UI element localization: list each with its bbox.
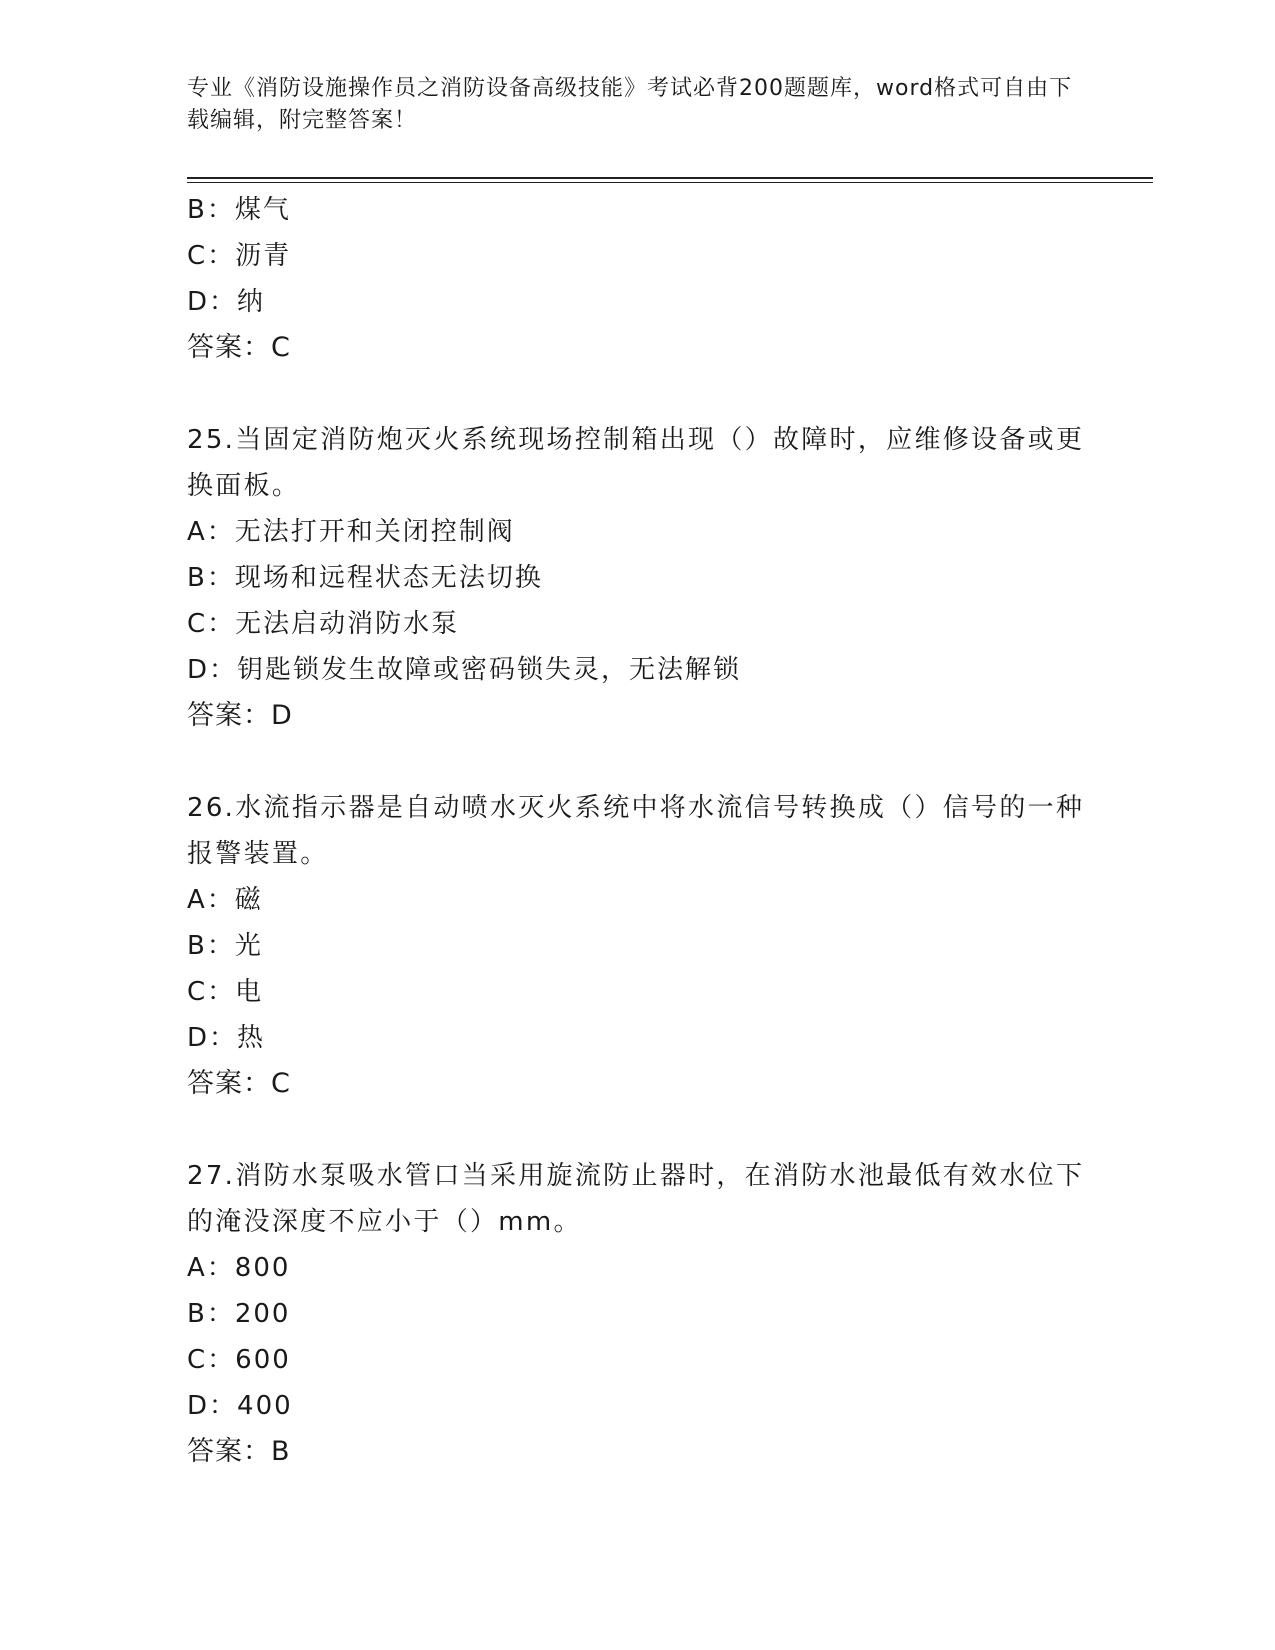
option-d: D：热	[187, 1023, 266, 1053]
question-26	[187, 785, 1087, 1107]
option-b: B：煤气	[187, 195, 291, 225]
option-a: A：无法打开和关闭控制阀	[187, 517, 515, 547]
spacer	[187, 1107, 1087, 1153]
spacer	[187, 739, 1087, 785]
question-25	[187, 417, 1087, 739]
answer-line: 答案：C	[187, 1068, 291, 1099]
option-d: D：钥匙锁发生故障或密码锁失灵，无法解锁	[187, 655, 742, 685]
answer-line: 答案：C	[187, 332, 291, 363]
document-header: 专业《消防设施操作员之消防设备高级技能》考试必背200题题库，word格式可自由下载编辑，附完整答案！	[187, 76, 1073, 133]
question-text: 26.水流指示器是自动喷水灭火系统中将水流信号转换成（）信号的一种报警装置。	[187, 793, 1085, 869]
option-c: C：电	[187, 977, 264, 1007]
option-b: B：光	[187, 931, 263, 961]
option-b: B：200	[187, 1299, 291, 1329]
header-divider	[187, 177, 1153, 179]
question-text: 27.消防水泵吸水管口当采用旋流防止器时，在消防水池最低有效水位下的淹没深度不应小于（）mm。	[187, 1161, 1085, 1237]
option-b: B：现场和远程状态无法切换	[187, 563, 543, 593]
question-27	[187, 1153, 1087, 1475]
option-a: A：磁	[187, 885, 263, 915]
answer-line: 答案：D	[187, 700, 293, 731]
option-d: D：400	[187, 1391, 293, 1421]
option-a: A：800	[187, 1253, 291, 1283]
option-c: C：600	[187, 1345, 291, 1375]
question-list	[187, 187, 1087, 1475]
option-d: D：纳	[187, 287, 266, 317]
header-divider-thin	[187, 182, 1153, 183]
question-24-tail	[187, 187, 1087, 371]
question-text: 25.当固定消防炮灭火系统现场控制箱出现（）故障时，应维修设备或更换面板。	[187, 425, 1085, 501]
option-c: C：无法启动消防水泵	[187, 609, 460, 639]
spacer	[187, 371, 1087, 417]
answer-line: 答案：B	[187, 1436, 291, 1467]
option-c: C：沥青	[187, 241, 292, 271]
